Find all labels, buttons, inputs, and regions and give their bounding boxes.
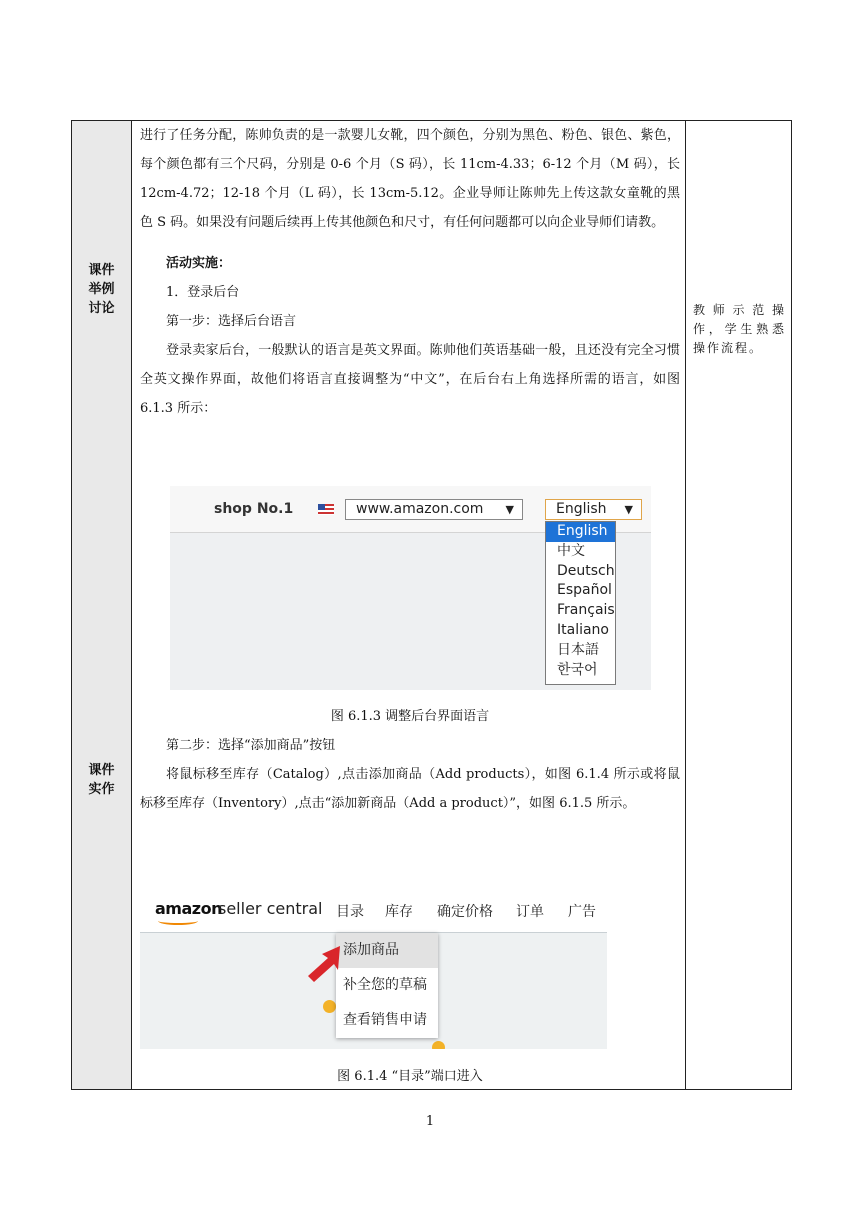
nav-advertising[interactable]: 广告 <box>568 904 596 920</box>
step1-text: 登录卖家后台，一般默认的语言是英文界面。陈帅他们英语基础一般，且还没有完全习惯全英文操作界面，故他们将语言直接调整为“中文”，在后台右上角选择所需的语言，如图 6.1.3 所示： <box>140 343 680 416</box>
language-option-japanese[interactable]: 日本語 <box>557 641 599 658</box>
step1-title: 第一步：选择后台语言 <box>166 314 297 329</box>
language-option-chinese[interactable]: 中文 <box>557 542 585 559</box>
lesson-content-3 <box>140 1062 680 1091</box>
language-screenshot <box>170 486 651 690</box>
step-login: 1．登录后台 <box>166 285 240 300</box>
figure-caption-6-1-3: 图 6.1.3 调整后台界面语言 <box>330 709 490 724</box>
red-pointer-arrow-icon <box>306 944 344 984</box>
us-flag-icon <box>318 504 334 515</box>
amazon-smile-icon <box>158 917 198 925</box>
menu-item-add-products[interactable]: 添加商品 <box>336 933 438 968</box>
dropdown-arrow-icon: ▼ <box>624 503 633 516</box>
decorative-dot <box>432 1041 445 1049</box>
figure-caption-6-1-4: 图 6.1.4 “目录”端口进入 <box>337 1069 483 1084</box>
nav-pricing[interactable]: 确定价格 <box>437 904 493 920</box>
decorative-dot <box>323 1000 336 1013</box>
catalog-dropdown-menu <box>336 933 438 1038</box>
nav-inventory[interactable]: 库存 <box>385 904 413 920</box>
section-label-column <box>72 121 132 1089</box>
activity-title: 活动实施： <box>166 256 232 271</box>
language-option-spanish[interactable]: Español <box>557 582 612 599</box>
menu-item-complete-drafts[interactable]: 补全您的草稿 <box>343 977 427 993</box>
language-option-english[interactable]: English <box>546 522 615 542</box>
language-option-korean[interactable]: 한국어 <box>557 661 598 678</box>
page-number: 1 <box>425 1114 435 1129</box>
language-select[interactable]: English ▼ <box>545 499 642 520</box>
step2-title: 第二步：选择“添加商品”按钮 <box>166 738 336 753</box>
teacher-note: 教师示范操作，学生熟悉操作流程。 <box>693 303 786 355</box>
nav-orders[interactable]: 订单 <box>516 904 544 920</box>
step2-text: 将鼠标移至库存（Catalog）,点击添加商品（Add products），如图 6.1.4 所示或将鼠标移至库存（Inventory）,点击“添加新商品（Add a product）”，如图 6.1.5 所示。 <box>140 767 680 811</box>
section-label-discussion: 课件 举例 讨论 <box>88 263 115 316</box>
language-options-list <box>545 521 616 685</box>
section-label-practice: 课件 实作 <box>88 763 115 797</box>
menu-item-view-selling-applications[interactable]: 查看销售申请 <box>343 1012 427 1028</box>
teacher-note-column <box>685 121 791 1089</box>
language-option-german[interactable]: Deutsch <box>557 562 615 579</box>
seller-central-screenshot <box>140 886 607 1049</box>
seller-central-logo: seller central <box>218 899 323 918</box>
nav-catalog[interactable]: 目录 <box>336 904 364 920</box>
lesson-content <box>140 121 680 423</box>
task-paragraph: 进行了任务分配，陈帅负责的是一款婴儿女靴，四个颜色，分别为黑色、粉色、银色、紫色，每个颜色都有三个尺码，分别是 0-6 个月（S 码），长 11cm-4.33；6-12 个月（M 码），长 12cm-4.72；12-18 个月（L 码），长 13cm-5.12。企业导师让陈帅先上传这款女童靴的黑色 S 码。如果没有问题后续再上传其他颜色和尺寸，有任何问题都可以向企业导师们请教。 <box>140 128 680 230</box>
shop-label: shop No.1 <box>214 501 294 517</box>
seller-central-nav-bar <box>140 886 607 933</box>
marketplace-select[interactable]: www.amazon.com ▼ <box>345 499 523 520</box>
lesson-content-2 <box>140 702 680 818</box>
language-option-french[interactable]: Français <box>557 602 615 619</box>
language-option-italian[interactable]: Italiano <box>557 621 609 638</box>
dropdown-arrow-icon: ▼ <box>505 503 514 516</box>
amazon-logo: amazon <box>155 899 222 918</box>
